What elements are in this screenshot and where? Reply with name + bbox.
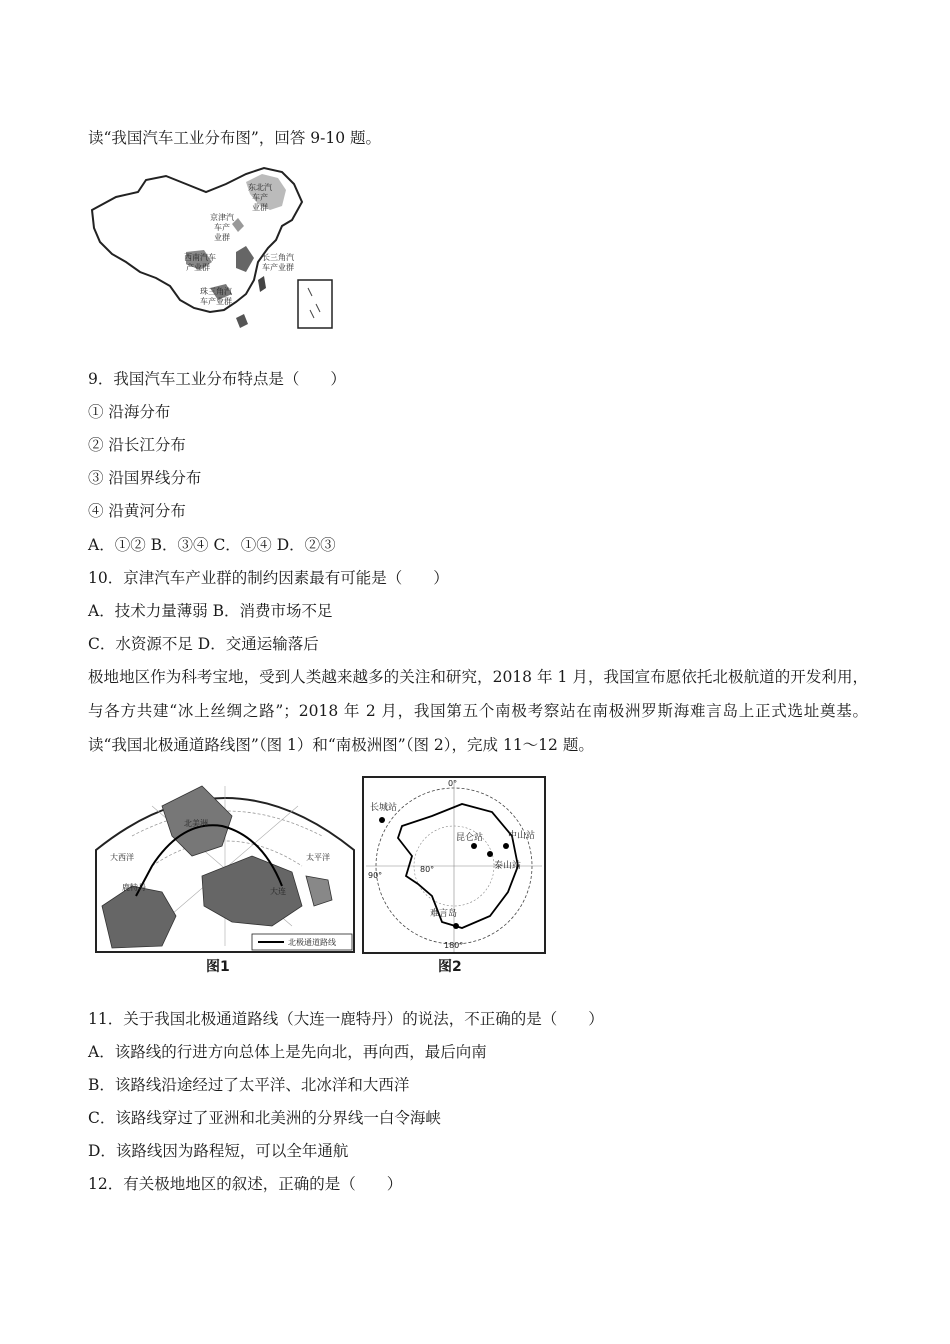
label-zhusanjiao-2: 车产业群 [200, 297, 232, 306]
antarctica-map [362, 776, 546, 954]
fig2-label-zhongshan: 中山站 [508, 831, 536, 841]
q9-item-3: ③ 沿国界线分布 [88, 469, 202, 487]
q10-options-1: A．技术力量薄弱 B．消费市场不足 [88, 602, 333, 620]
label-changsanjiao-1: 长三角汽 [262, 253, 294, 262]
fig2-label-taishan: 泰山站 [494, 861, 522, 871]
label-zhusanjiao-1: 珠三角汽 [200, 287, 232, 296]
fig2-label-0deg: 0° [448, 779, 458, 788]
fig2-label-180deg: 180° [444, 941, 464, 950]
label-dongbei-1: 东北汽 [248, 183, 272, 192]
fig1-label-pacific: 太平洋 [306, 853, 330, 862]
q9-item-2: ② 沿长江分布 [88, 436, 186, 454]
q11-option-a: A．该路线的行进方向总体上是先向北，再向西，最后向南 [88, 1043, 487, 1061]
china-auto-industry-map [86, 162, 341, 337]
label-jingjin-3: 业群 [214, 233, 230, 242]
label-dongbei-3: 业群 [252, 203, 268, 212]
label-jingjin-2: 车产 [214, 223, 230, 232]
label-dongbei-2: 车产 [252, 193, 268, 202]
fig2-label-80deg: 80° [420, 865, 435, 874]
q9-item-1: ① 沿海分布 [88, 403, 171, 421]
arctic-route-map [92, 776, 358, 954]
q10-stem: 10．京津汽车产业群的制约因素最有可能是（ ） [88, 569, 449, 587]
label-xinan-1: 西南汽车 [184, 253, 216, 262]
q11-option-b: B．该路线沿途经过了太平洋、北冰洋和大西洋 [88, 1076, 410, 1094]
fig2-caption: 图2 [438, 959, 462, 975]
intro-text-11-12: 极地地区作为科考宝地，受到人类越来越多的关注和研究，2018 年 1 月，我国宣布愿依托北极航道的开发利用，与各方共建“冰上丝绸之路”；2018 年 2 月，我国第五个南极考察站在南极洲罗斯海难言岛上正式选址奠基。读“我国北极通道路线图”（图 1）和“南极洲图”（图 2），完成 11～12 题。 [88, 668, 868, 754]
q9-stem: 9．我国汽车工业分布特点是（ ） [88, 370, 346, 388]
fig2-label-90deg: 90° [368, 871, 383, 880]
intro-text-9-10: 读“我国汽车工业分布图”，回答 9-10 题。 [88, 129, 382, 147]
fig1-legend-label: 北极通道路线 [288, 938, 336, 947]
fig2-label-changcheng: 长城站 [370, 803, 398, 813]
fig1-caption: 图1 [206, 959, 230, 975]
fig2-label-kunlun: 昆仑站 [456, 833, 484, 843]
q11-option-d: D．该路线因为路程短，可以全年通航 [88, 1142, 349, 1160]
q12-stem: 12．有关极地地区的叙述，正确的是（ ） [88, 1175, 403, 1193]
fig1-label-dalian: 大连 [270, 887, 286, 896]
label-changsanjiao-2: 车产业群 [262, 263, 294, 272]
fig1-label-north-america: 北美洲 [184, 819, 208, 828]
fig1-label-atlantic: 大西洋 [110, 853, 134, 862]
label-jingjin-1: 京津汽 [210, 213, 234, 222]
label-xinan-2: 产业群 [186, 263, 210, 272]
fig2-label-nanyan: 难言岛 [430, 909, 458, 919]
q9-options: A．①② B．③④ C．①④ D．②③ [88, 536, 336, 554]
q11-option-c: C．该路线穿过了亚洲和北美洲的分界线一白令海峡 [88, 1109, 441, 1127]
fig1-label-rotterdam: 鹿特丹 [122, 883, 146, 892]
q10-options-2: C．水资源不足 D．交通运输落后 [88, 635, 319, 653]
q11-stem: 11．关于我国北极通道路线（大连一鹿特丹）的说法，不正确的是（ ） [88, 1010, 604, 1028]
q9-item-4: ④ 沿黄河分布 [88, 502, 186, 520]
